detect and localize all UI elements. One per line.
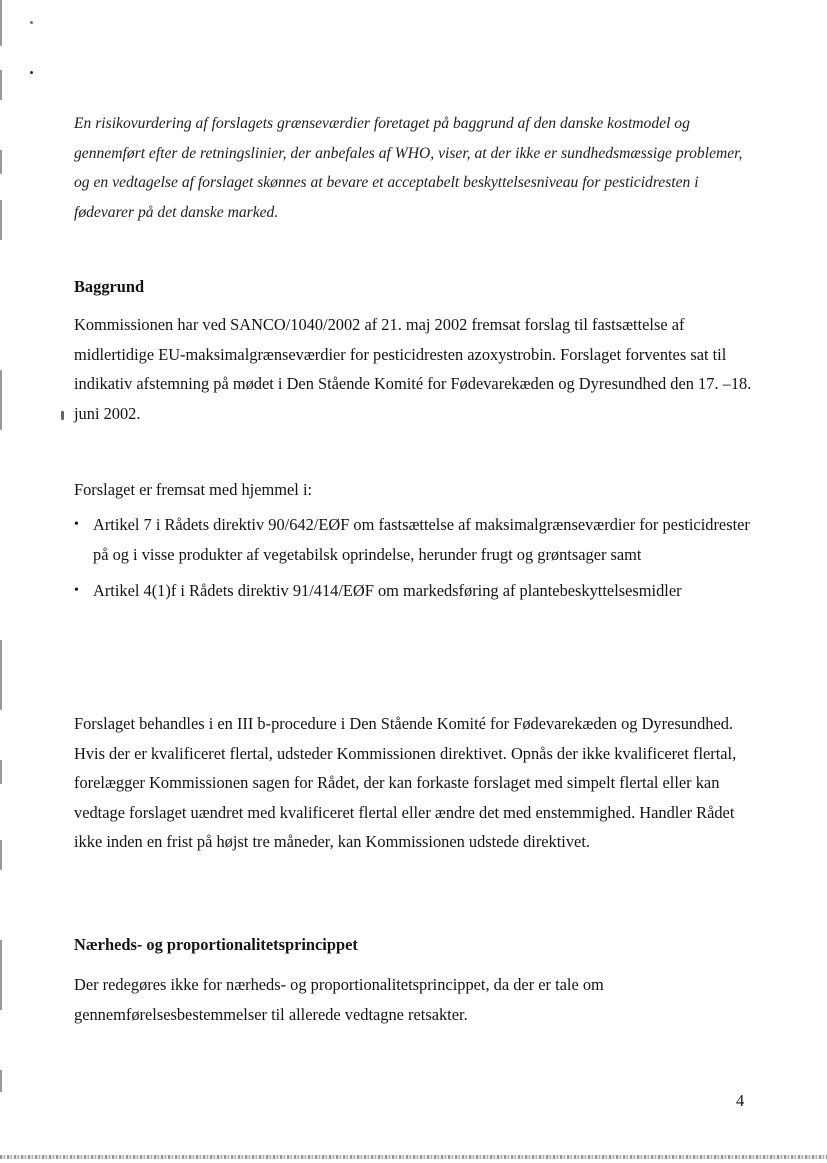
list-item-text: Artikel 4(1)f i Rådets direktiv 91/414/EØF om markedsføring af plantebeskyttelsesmidler: [93, 581, 682, 601]
heading-naerheds: Nærheds- og proportionalitetsprincippet: [74, 935, 358, 954]
scan-bottom-edge: [0, 1155, 827, 1159]
scan-edge-mark: [0, 150, 2, 174]
scan-edge-mark: [0, 370, 2, 430]
paragraph-baggrund: Kommissionen har ved SANCO/1040/2002 af 21. maj 2002 fremsat forslag til fastsættelse af midlertidige EU-maksimalgrænseværdier for pesticidresten azoxystrobin. Forslaget forventes sat til indikativ afstemning på mødet i Den Stående Komité for Fødevarekæden og Dyresundhed den 17. –18. juni 2002.: [74, 315, 752, 423]
scan-edge-mark: [0, 640, 2, 710]
list-item-text: Artikel 7 i Rådets direktiv 90/642/EØF om fastsættelse af maksimalgrænseværdier for pesticidrester på og i visse produkter af vegetabilsk oprindelse, herunder frugt og grøntsager samt: [93, 515, 750, 564]
scan-speck: [30, 71, 33, 74]
scan-edge-mark: [0, 1070, 2, 1092]
list-item: [74, 576, 754, 606]
page-number: 4: [736, 1091, 745, 1110]
paragraph-procedure: Forslaget behandles i en III b-procedure i Den Stående Komité for Fødevarekæden og Dyresundhed. Hvis der er kvalificeret flertal, udsteder Kommissionen direktivet. Opnås der ikke kvalificeret flertal, forelægger Kommissionen sagen for Rådet, der kan forkaste forslaget med simpelt flertal eller kan vedtage forslaget uændret med kvalificeret flertal eller ændre det med enstemmighed. Handler Rådet ikke inden en frist på højst tre måneder, kan Kommissionen udstede direktivet.: [74, 714, 737, 852]
paragraph-hjemmel-intro: Forslaget er fremsat med hjemmel i:: [74, 480, 313, 499]
heading-baggrund: Baggrund: [74, 277, 145, 296]
legal-basis-list: [74, 510, 754, 613]
scan-edge-mark: [0, 200, 2, 240]
bullet-icon: •: [74, 517, 79, 532]
scan-speck: [30, 21, 33, 24]
bullet-icon: •: [74, 583, 79, 599]
scan-edge-mark: [0, 760, 2, 784]
scan-edge-mark: [0, 940, 2, 1010]
scan-edge-mark: [0, 0, 2, 46]
paragraph-naerheds: Der redegøres ikke for nærheds- og proportionalitetsprincippet, da der er tale om gennemførelsesbestemmelser til allerede vedtagne retsakter.: [74, 975, 604, 1024]
scan-edge-mark: [0, 840, 2, 870]
scan-edge-mark: [0, 70, 2, 100]
intro-paragraph: En risikovurdering af forslagets grænseværdier foretaget på baggrund af den danske kostmodel og gennemført efter de retningslinier, der anbefales af WHO, viser, at der ikke er sundhedsmæssige problemer, og en vedtagelse af forslaget skønnes at bevare et acceptabelt beskyttelsesniveau for pesticidresten i fødevarer på det danske marked.: [74, 115, 743, 221]
list-item: [74, 510, 754, 569]
scan-speck: [61, 411, 64, 420]
